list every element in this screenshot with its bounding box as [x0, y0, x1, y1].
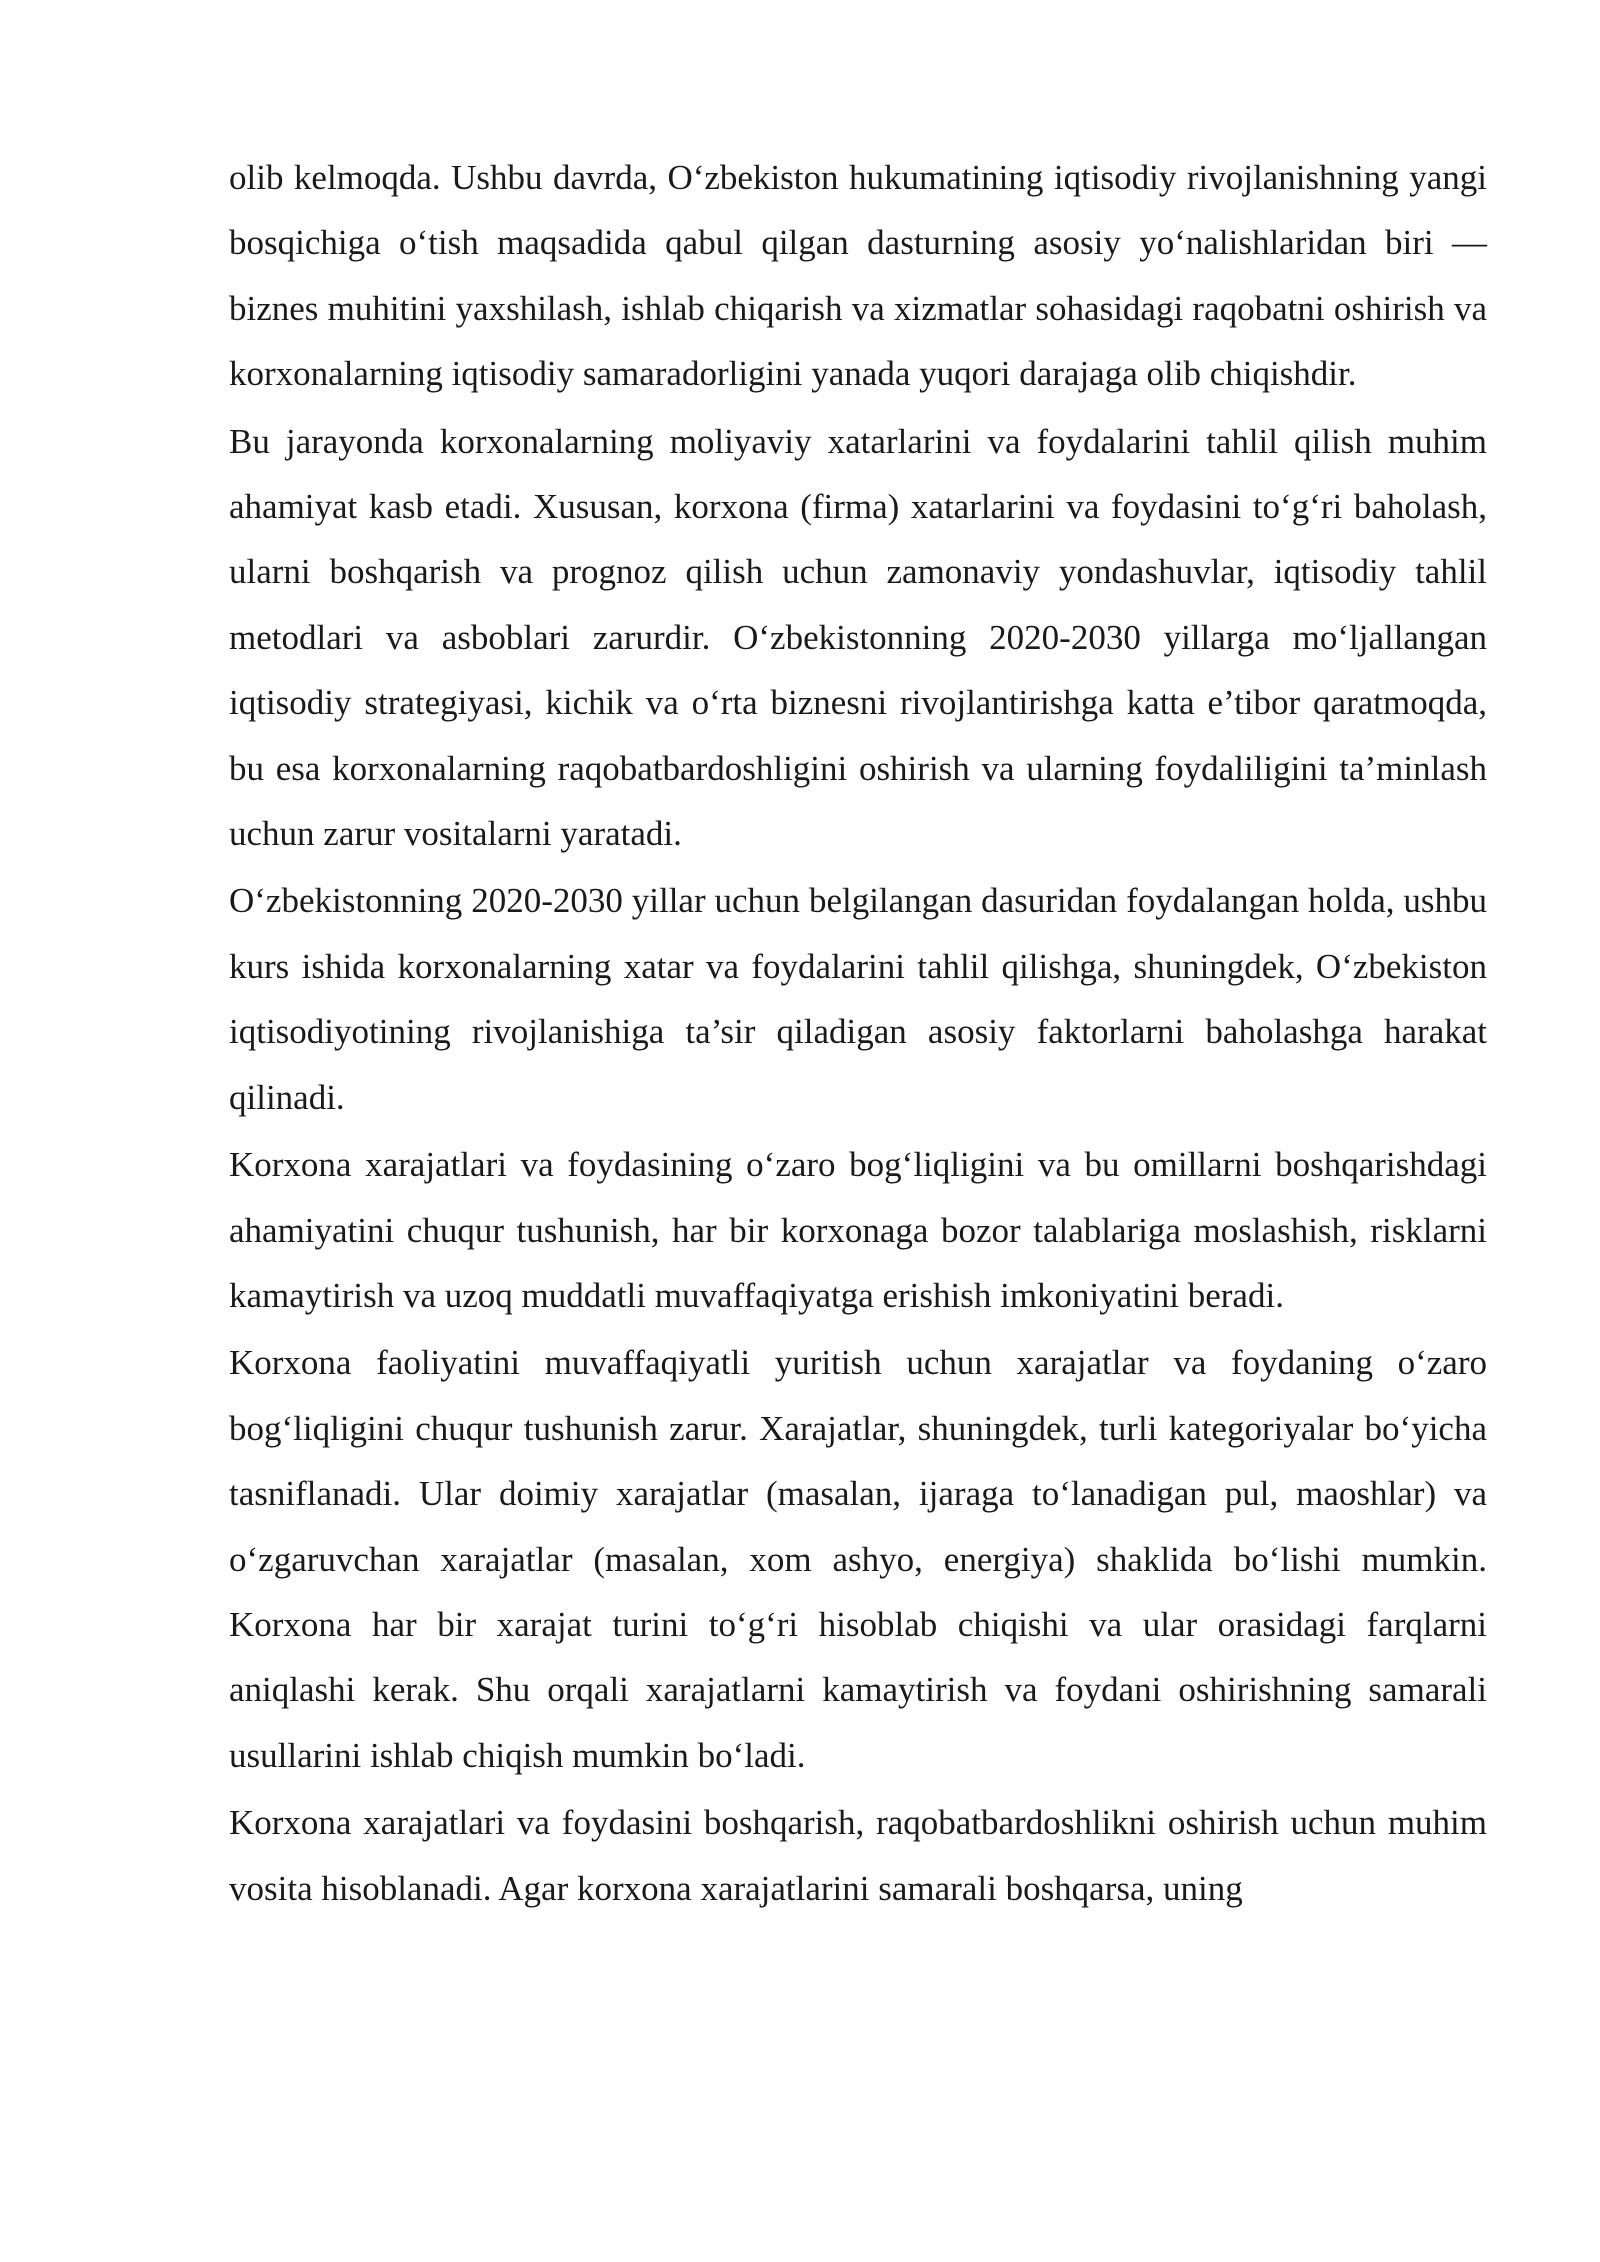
- paragraph-3: O‘zbekistonning 2020-2030 yillar uchun belgilangan dasuridan foydalangan holda, ushbu kurs ishida korxonalarning xatar va foydalarini tahlil qilishga, shuningdek, O‘zbekiston iqtisodiyotining rivojlanishiga ta’sir qiladigan asosiy faktorlarni baholashga harakat qilinadi.: [229, 881, 1487, 1117]
- paragraph-5: Korxona faoliyatini muvaffaqiyatli yuritish uchun xarajatlar va foydaning o‘zaro bog‘liqligini chuqur tushunish zarur. Xarajatlar, shuningdek, turli kategoriyalar bo‘yicha tasniflanadi. Ular doimiy xarajatlar (masalan, ijaraga to‘lanadigan pul, maoshlar) va o‘zgaruvchan xarajatlar (masalan, xom ashyo, energiya) shaklida bo‘lishi mumkin. Korxona har bir xarajat turini to‘g‘ri hisoblab chiqishi va ular orasidagi farqlarni aniqlashi kerak. Shu orqali xarajatlarni kamaytirish va foydani oshirishning samarali usullarini ishlab chiqish mumkin bo‘ladi.: [229, 1343, 1487, 1775]
- paragraph-2: Bu jarayonda korxonalarning moliyaviy xatarlarini va foydalarini tahlil qilish muhim ahamiyat kasb etadi. Xususan, korxona (firma) xatarlarini va foydasini to‘g‘ri baholash, ularni boshqarish va prognoz qilish uchun zamonaviy yondashuvlar, iqtisodiy tahlil metodlari va asboblari zarurdir. O‘zbekistonning 2020-2030 yillarga mo‘ljallangan iqtisodiy strategiyasi, kichik va o‘rta biznesni rivojlantirishga katta e’tibor qaratmoqda, bu esa korxonalarning raqobatbardoshligini oshirish va ularning foydaliligini ta’minlash uchun zarur vositalarni yaratadi.: [229, 421, 1487, 854]
- paragraph-4: Korxona xarajatlari va foydasining o‘zaro bog‘liqligini va bu omillarni boshqarishdagi ahamiyatini chuqur tushunish, har bir korxonaga bozor talablariga moslashish, risklarni kamaytirish va uzoq muddatli muvaffaqiyatga erishish imkoniyatini beradi.: [229, 1145, 1487, 1315]
- paragraph-1: olib kelmoqda. Ushbu davrda, O‘zbekiston hukumatining iqtisodiy rivojlanishning yangi bosqichiga o‘tish maqsadida qabul qilgan dasturning asosiy yo‘nalishlaridan biri — biznes muhitini yaxshilash, ishlab chiqarish va xizmatlar sohasidagi raqobatni oshirish va korxonalarning iqtisodiy samaradorligini yanada yuqori darajaga olib chiqishdir.: [229, 158, 1487, 394]
- document-body: [229, 145, 1487, 1923]
- paragraph-6: Korxona xarajatlari va foydasini boshqarish, raqobatbardoshlikni oshirish uchun muhim vosita hisoblanadi. Agar korxona xarajatlarini samarali boshqarsa, uning: [229, 1803, 1487, 1908]
